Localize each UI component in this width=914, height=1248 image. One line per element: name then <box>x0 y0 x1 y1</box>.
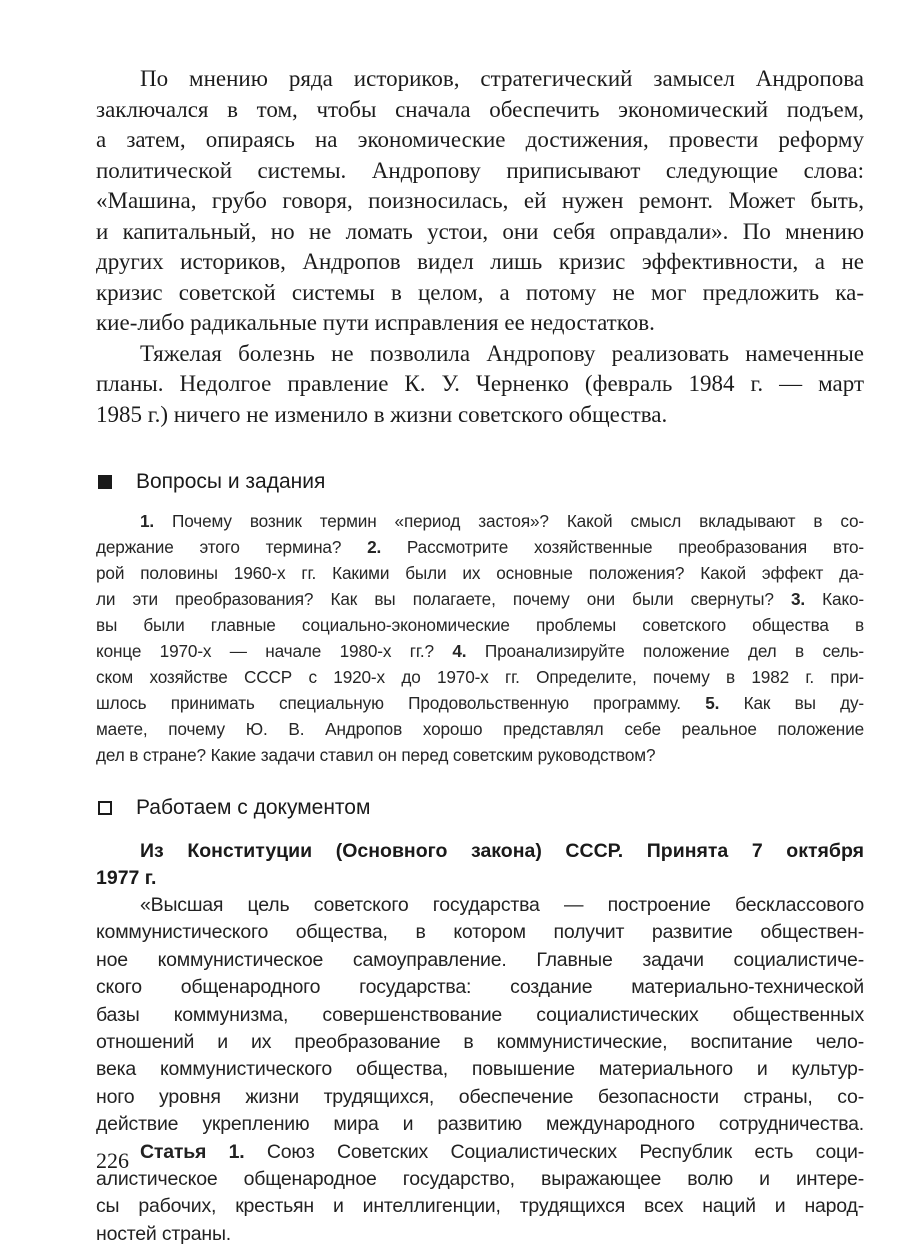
text-line: других историков, Андропов видел лишь кризис эффективности, а не <box>96 249 864 274</box>
article-line: сы рабочих, крестьян и интеллигенции, трудящихся всех наций и народ- <box>96 1195 864 1218</box>
quote-line: коммунистического общества, в котором получит развитие обществен- <box>96 921 864 944</box>
outline-square-icon <box>98 801 112 815</box>
question-text: Рассмотрите хозяйственные преобразования вто- <box>381 537 864 557</box>
question-text: ском хозяйстве СССР с 1920-х до 1970-х гг. Определите, почему в 1982 г. при- <box>96 667 864 687</box>
question-line <box>96 586 864 612</box>
question-text: шлось принимать специальную Продовольственную программу. <box>96 693 706 713</box>
article-line: алистическое общенародное государство, выражающее волю и интере- <box>96 1168 864 1191</box>
question-line <box>96 508 864 534</box>
question-line <box>96 560 864 586</box>
quote-line: отношений и их преобразование в коммунистические, воспитание чело- <box>96 1031 864 1054</box>
question-number: 5. <box>705 693 720 713</box>
quote-line: века коммунистического общества, повышение материального и культур- <box>96 1058 864 1081</box>
question-line <box>96 690 864 716</box>
question-number: 1. <box>140 511 155 531</box>
question-text: конце 1970-х — начале 1980-х гг.? <box>96 641 453 661</box>
question-text: рой половины 1960-х гг. Какими были их основные положения? Какой эффект да- <box>96 563 864 583</box>
question-text: дел в стране? Какие задачи ставил он перед советским руководством? <box>96 745 656 765</box>
document-heading <box>96 796 864 820</box>
document-quote <box>96 892 864 1248</box>
textbook-page <box>96 64 864 1248</box>
page-number: 226 <box>96 1148 129 1173</box>
document-title <box>96 838 864 892</box>
text-line: заключался в том, чтобы сначала обеспечить экономический подъем, <box>96 96 864 122</box>
quote-line: ного уровня жизни трудящихся, обеспечение безопасности страны, со- <box>96 1085 864 1108</box>
question-text: вы были главные социально-экономические проблемы советского общества в <box>96 615 864 635</box>
title-line: Из Конституции (Основного закона) СССР. Принята 7 октября <box>140 840 864 862</box>
question-text: Проанализируйте положение дел в сель- <box>466 641 864 661</box>
quote-line: действие укреплению мира и развитию международного сотрудничества. <box>96 1113 864 1136</box>
paragraph-chernenko <box>96 339 864 431</box>
text-line: а затем, опираясь на экономические достижения, провести реформу <box>96 127 864 152</box>
filled-square-icon <box>98 475 112 489</box>
quote-line: «Высшая цель советского государства — построение бесклассового <box>140 894 864 916</box>
question-line <box>96 664 864 690</box>
text-line: политической системы. Андропову приписывают следующие слова: <box>96 157 864 183</box>
document-heading-text: Работаем с документом <box>136 796 371 819</box>
main-text <box>96 64 864 430</box>
text-line: кризис советской системы в целом, а потому не мог предложить ка- <box>96 279 864 305</box>
question-text: ли эти преобразования? Как вы полагаете, почему они были свернуты? <box>96 589 791 609</box>
quote-line: базы коммунизма, совершенствование социалистических общественных <box>96 1003 864 1026</box>
question-text: Почему возник термин «период застоя»? Какой смысл вкладывают в со- <box>154 511 864 531</box>
text-line: 1985 г.) ничего не изменило в жизни советского общества. <box>96 401 668 427</box>
text-line: кие-либо радикальные пути исправления ее недостатков. <box>96 310 655 335</box>
text-line: По мнению ряда историков, стратегический замысел Андропова <box>140 66 864 91</box>
paragraph-andropov-strategy <box>96 64 864 339</box>
text-line: «Машина, грубо говоря, поизносилась, ей нужен ремонт. Может быть, <box>96 188 864 213</box>
text-line: и капитальный, но не ломать устои, они себя оправдали». По мнению <box>96 218 864 244</box>
text-line: Тяжелая болезнь не позволила Андропову реализовать намеченные <box>140 340 864 366</box>
questions-heading-text: Вопросы и задания <box>136 470 326 493</box>
quote-line: ского общенародного государства: создание материально-технической <box>96 976 864 999</box>
question-line <box>96 534 864 560</box>
article-line <box>96 1139 864 1166</box>
article-text: Союз Советских Социалистических Республик есть соци- <box>244 1140 864 1163</box>
question-text: Како- <box>804 589 864 609</box>
title-line: 1977 г. <box>96 867 157 889</box>
question-text: маете, почему Ю. В. Андропов хорошо представлял себе реальное положение <box>96 719 864 739</box>
question-line <box>96 742 864 768</box>
questions-list <box>96 508 864 768</box>
quote-line: ное коммунистическое самоуправление. Главные задачи социалистиче- <box>96 948 864 971</box>
article-label: Статья 1. <box>140 1140 245 1163</box>
text-line: планы. Недолгое правление К. У. Черненко (февраль 1984 г. — март <box>96 371 864 396</box>
question-text: Как вы ду- <box>719 693 864 713</box>
questions-heading <box>96 470 864 494</box>
article-line: ностей страны. <box>96 1222 232 1245</box>
question-number: 4. <box>452 641 467 661</box>
question-text: держание этого термина? <box>96 537 368 557</box>
question-line <box>96 716 864 742</box>
question-line <box>96 638 864 664</box>
question-number: 2. <box>367 537 382 557</box>
question-number: 3. <box>790 589 805 609</box>
question-line <box>96 612 864 638</box>
